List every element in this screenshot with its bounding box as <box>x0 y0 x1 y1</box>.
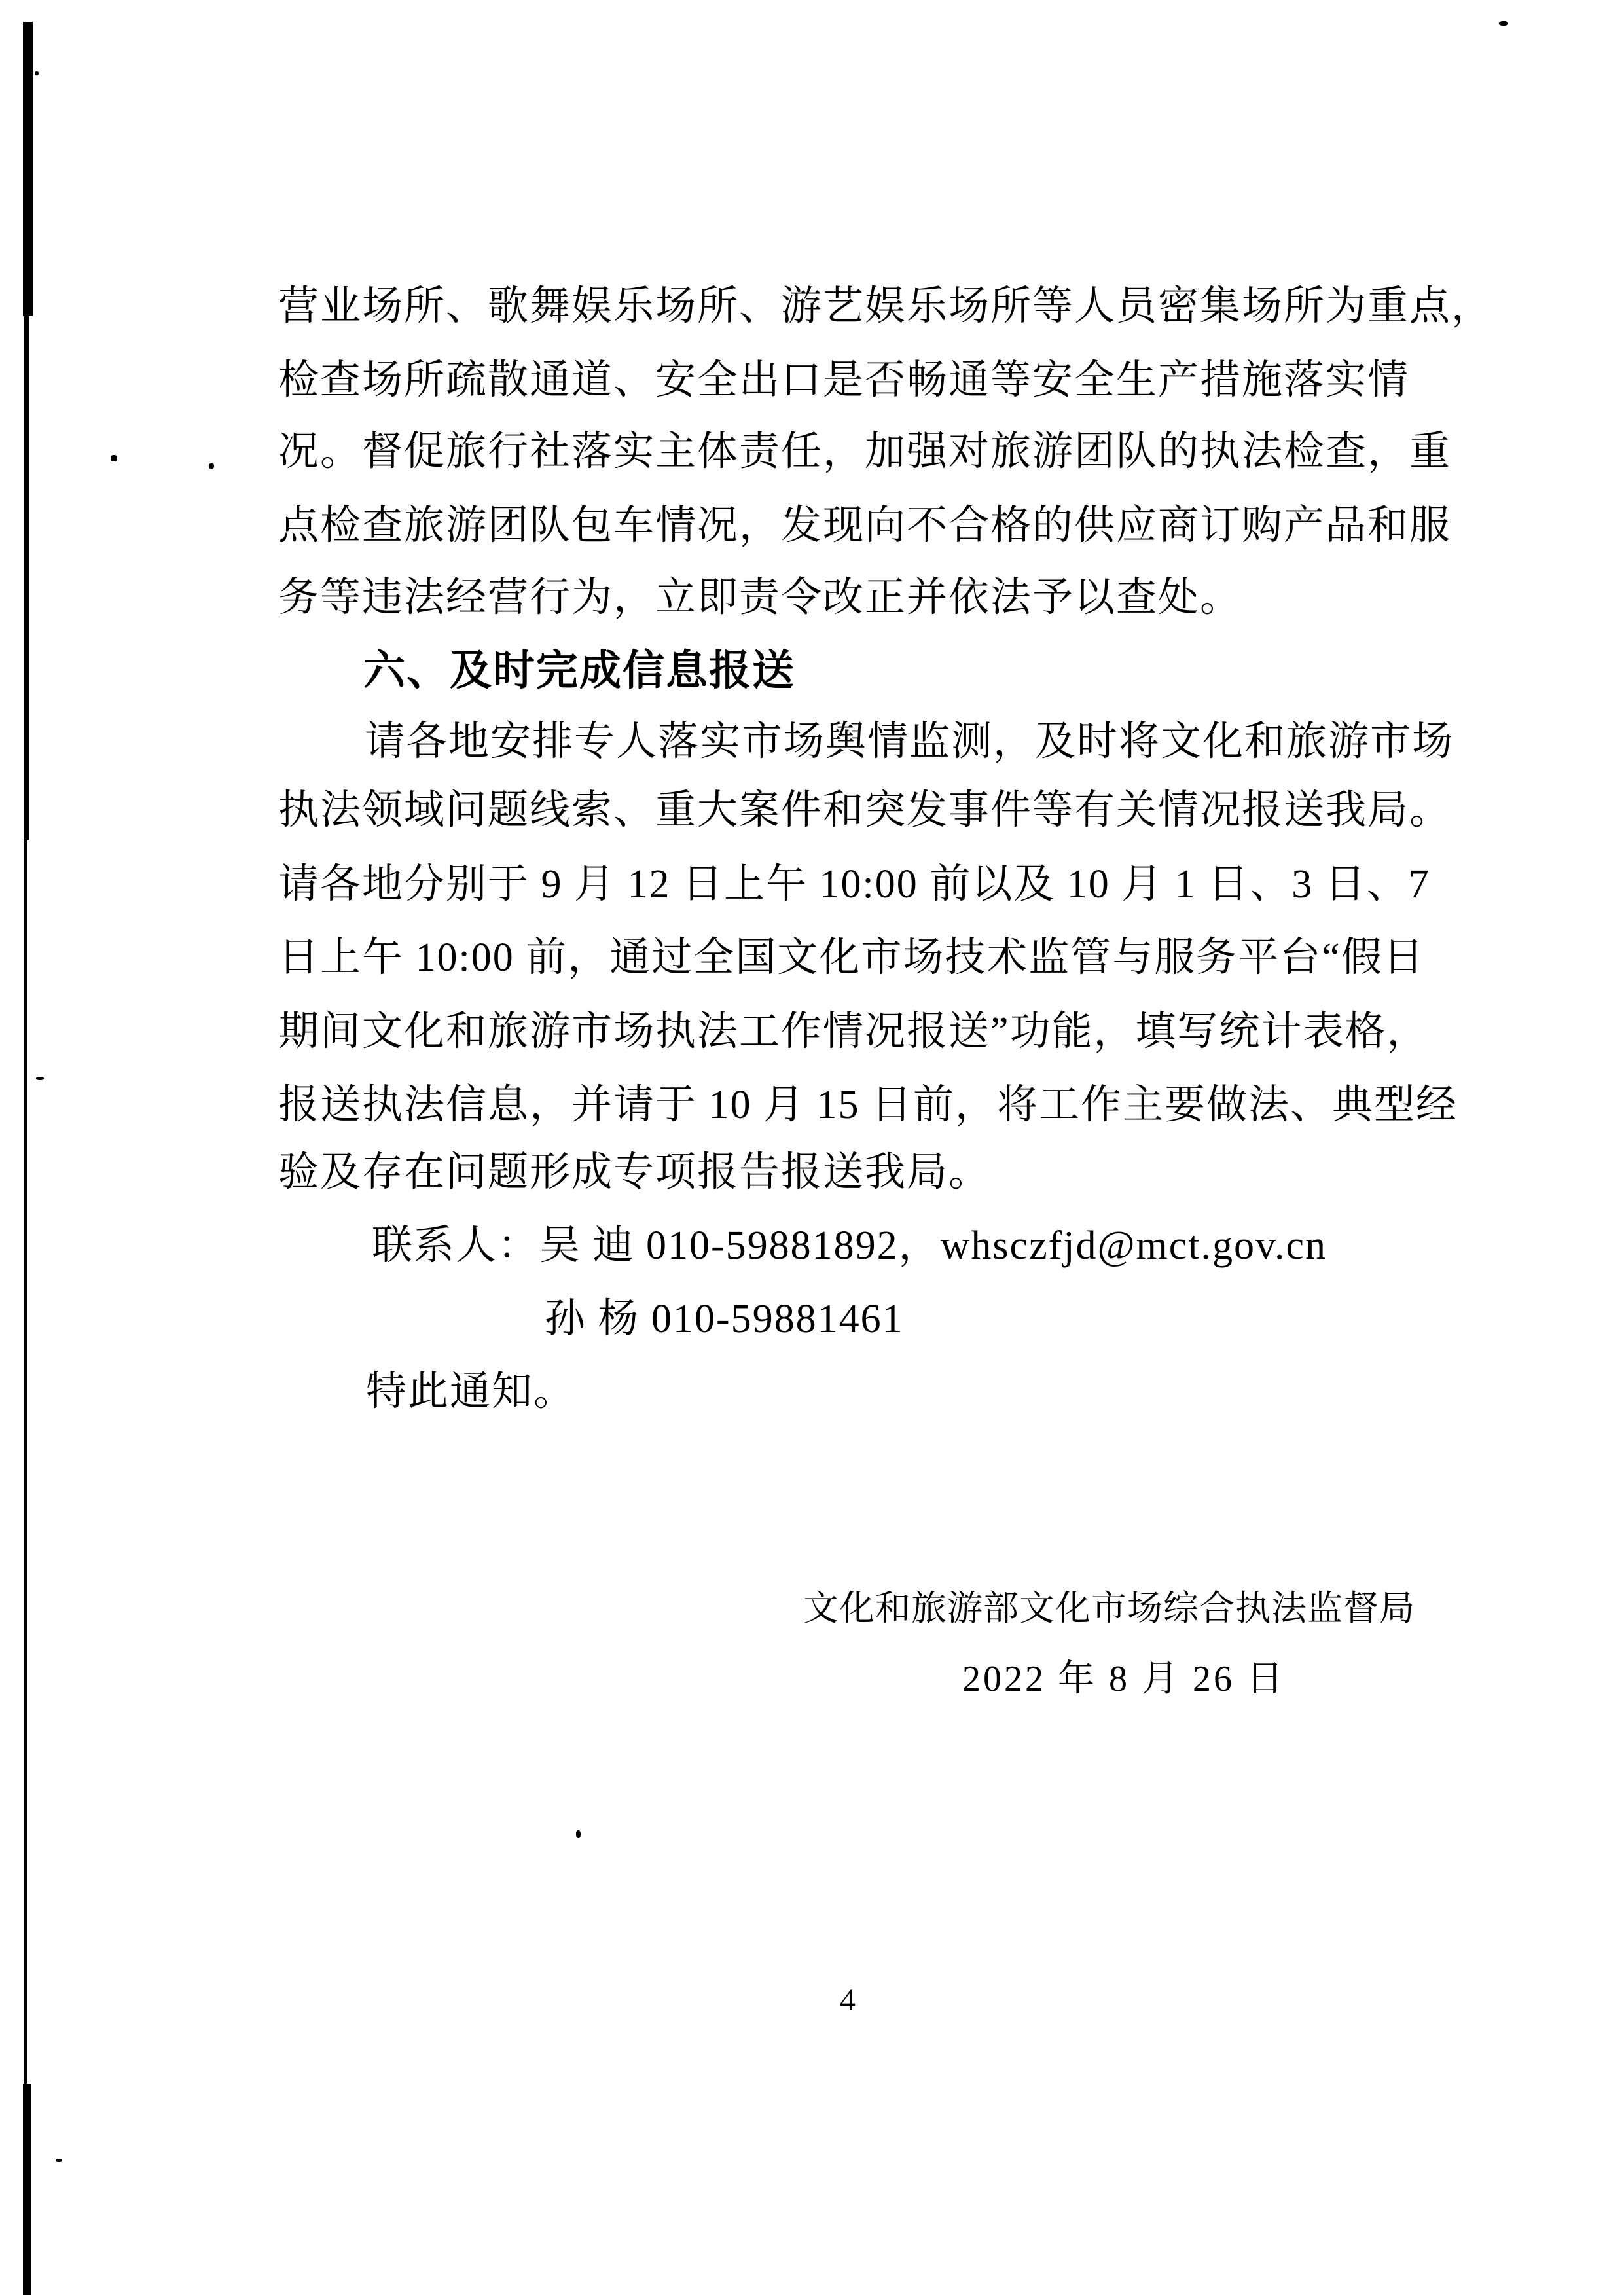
section-heading: 六、及时完成信息报送 <box>363 647 795 694</box>
scan-artifact-left-bar <box>23 22 33 316</box>
scan-speck <box>111 455 117 461</box>
doc-line: 报送执法信息，并请于 10 月 15 日前，将工作主要做法、典型经 <box>278 1083 1458 1127</box>
doc-line: 请各地安排专人落实市场舆情监测，及时将文化和旅游市场 <box>365 719 1454 764</box>
doc-line: 请各地分别于 9 月 12 日上午 10:00 前以及 10 月 1 日、3 日、7 <box>278 862 1430 907</box>
scan-speck <box>56 2159 62 2162</box>
scan-speck <box>1499 21 1508 26</box>
doc-line: 执法领域问题线索、重大案件和突发事件等有关情况报送我局。 <box>278 788 1452 833</box>
doc-line: 期间文化和旅游市场执法工作情况报送”功能，填写统计表格， <box>278 1009 1429 1054</box>
doc-line: 点检查旅游团队包车情况，发现向不合格的供应商订购产品和服 <box>278 503 1452 548</box>
page-number: 4 <box>840 1983 856 2017</box>
doc-line: 检查场所疏散通道、安全出口是否畅通等安全生产措施落实情 <box>278 358 1410 403</box>
scan-speck <box>576 1830 581 1838</box>
scan-speck <box>209 463 214 469</box>
scan-artifact-left-bar <box>23 2084 31 2295</box>
doc-line: 验及存在问题形成专项报告报送我局。 <box>278 1150 991 1195</box>
doc-line: 况。督促旅行社落实主体责任，加强对旅游团队的执法检查，重 <box>278 429 1452 474</box>
scan-speck <box>35 71 39 75</box>
contact-line-2: 孙 杨 010-59881461 <box>545 1297 904 1341</box>
scan-artifact-left-bar <box>24 840 27 2084</box>
closing-line: 特此通知。 <box>366 1369 576 1414</box>
doc-line: 营业场所、歌舞娱乐场所、游艺娱乐场所等人员密集场所为重点， <box>278 284 1494 329</box>
doc-line: 务等违法经营行为，立即责令改正并依法予以查处。 <box>278 575 1242 620</box>
contact-line-1: 联系人：吴 迪 010-59881892，whsczfjd@mct.gov.cn <box>372 1223 1327 1268</box>
scan-artifact-left-bar <box>24 316 29 840</box>
scan-speck <box>36 1077 44 1080</box>
doc-line: 日上午 10:00 前，通过全国文化市场技术监管与服务平台“假日 <box>278 935 1425 980</box>
signature-date: 2022 年 8 月 26 日 <box>962 1659 1286 1699</box>
signature-org: 文化和旅游部文化市场综合执法监督局 <box>803 1589 1415 1628</box>
